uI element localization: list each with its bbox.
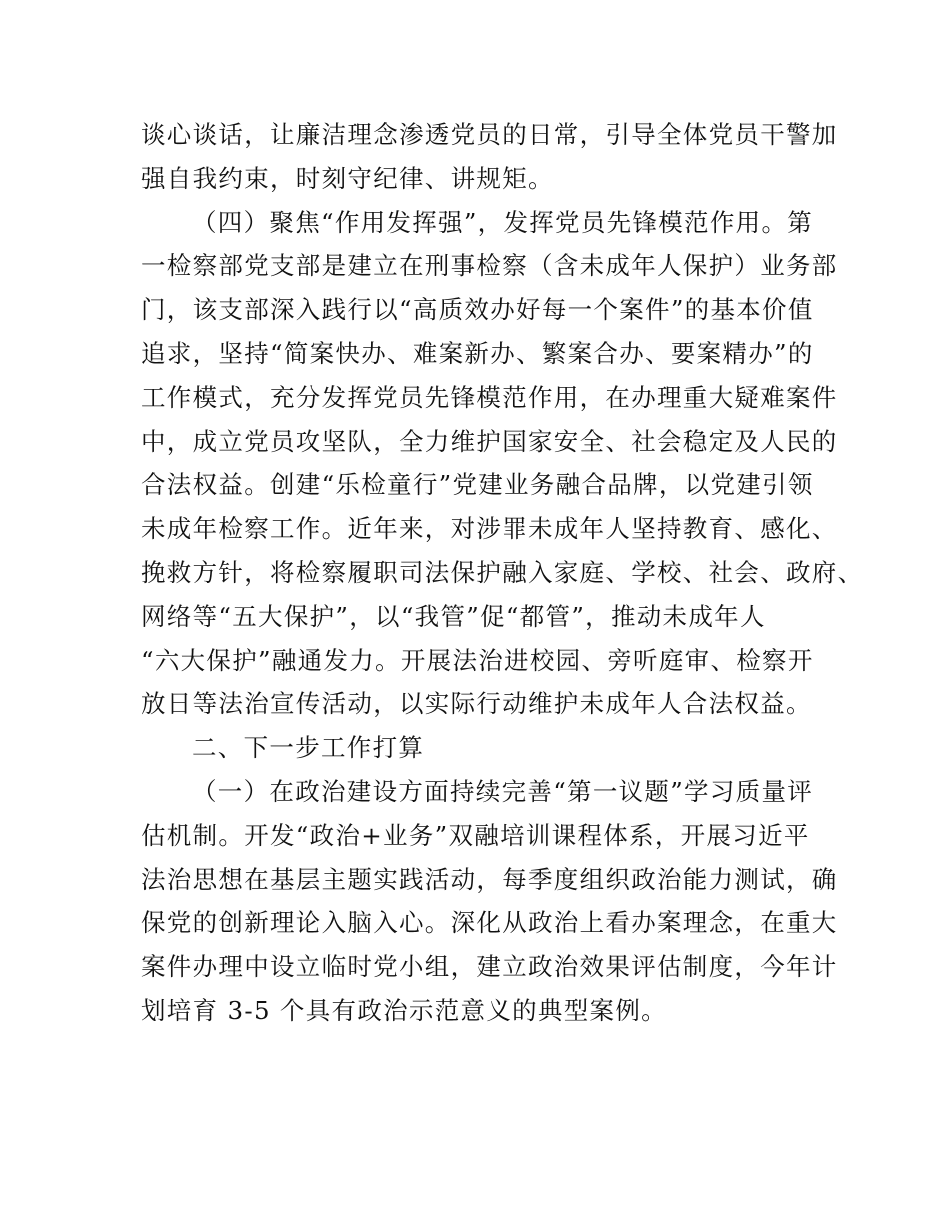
text-line: 门，该支部深入践行以“高质效办好每一个案件”的基本价值 (141, 295, 814, 325)
text-line: 划培育 3-5 个具有政治示范意义的典型案例。 (141, 995, 667, 1025)
text-line: 保党的创新理论入脑入心。深化从政治上看办案理念，在重大 (141, 908, 838, 938)
text-line: 估机制。开发“政治+业务”双融培训课程体系，开展习近平 (141, 820, 810, 850)
heading-line: 二、下一步工作打算 (192, 733, 425, 763)
text-line: 放日等法治宣传活动，以实际行动维护未成年人合法权益。 (141, 689, 812, 719)
text-line: 未成年检察工作。近年来，对涉罪未成年人坚持教育、感化、 (141, 514, 838, 544)
text-line: 谈心谈话，让廉洁理念渗透党员的日常，引导全体党员干警加 (141, 120, 838, 149)
text-line: “六大保护”融通发力。开展法治进校园、旁听庭审、检察开 (141, 645, 814, 675)
paragraph-section-four (141, 201, 864, 727)
paragraph-continuation (141, 113, 838, 201)
text-line: （四）聚焦“作用发挥强”，发挥党员先锋模范作用。第 (192, 207, 814, 237)
text-line: （一）在政治建设方面持续完善“第一议题”学习质量评 (192, 776, 814, 806)
text-line: 挽救方针，将检察履职司法保护融入家庭、学校、社会、政府、 (141, 557, 864, 587)
text-line: 案件办理中设立临时党小组，建立政治效果评估制度，今年计 (141, 952, 838, 982)
text-line: 中，成立党员攻坚队，全力维护国家安全、社会稳定及人民的 (141, 426, 838, 456)
text-line: 法治思想在基层主题实践活动，每季度组织政治能力测试，确 (141, 864, 838, 894)
section-heading-next-steps (141, 726, 813, 770)
text-line: 合法权益。创建“乐检童行”党建业务融合品牌，以党建引领 (141, 470, 814, 500)
text-line: 网络等“五大保护”，以“我管”促“都管”，推动未成年人 (141, 601, 766, 631)
paragraph-section-one (141, 770, 838, 1033)
document-body (141, 113, 864, 1033)
text-line: 强自我约束，时刻守纪律、讲规矩。 (141, 163, 554, 193)
text-line: 一检察部党支部是建立在刑事检察（含未成年人保护）业务部 (141, 251, 838, 281)
text-line: 追求，坚持“简案快办、难案新办、繁案合办、要案精办”的 (141, 338, 814, 368)
text-line: 工作模式，充分发挥党员先锋模范作用，在办理重大疑难案件 (141, 382, 838, 412)
